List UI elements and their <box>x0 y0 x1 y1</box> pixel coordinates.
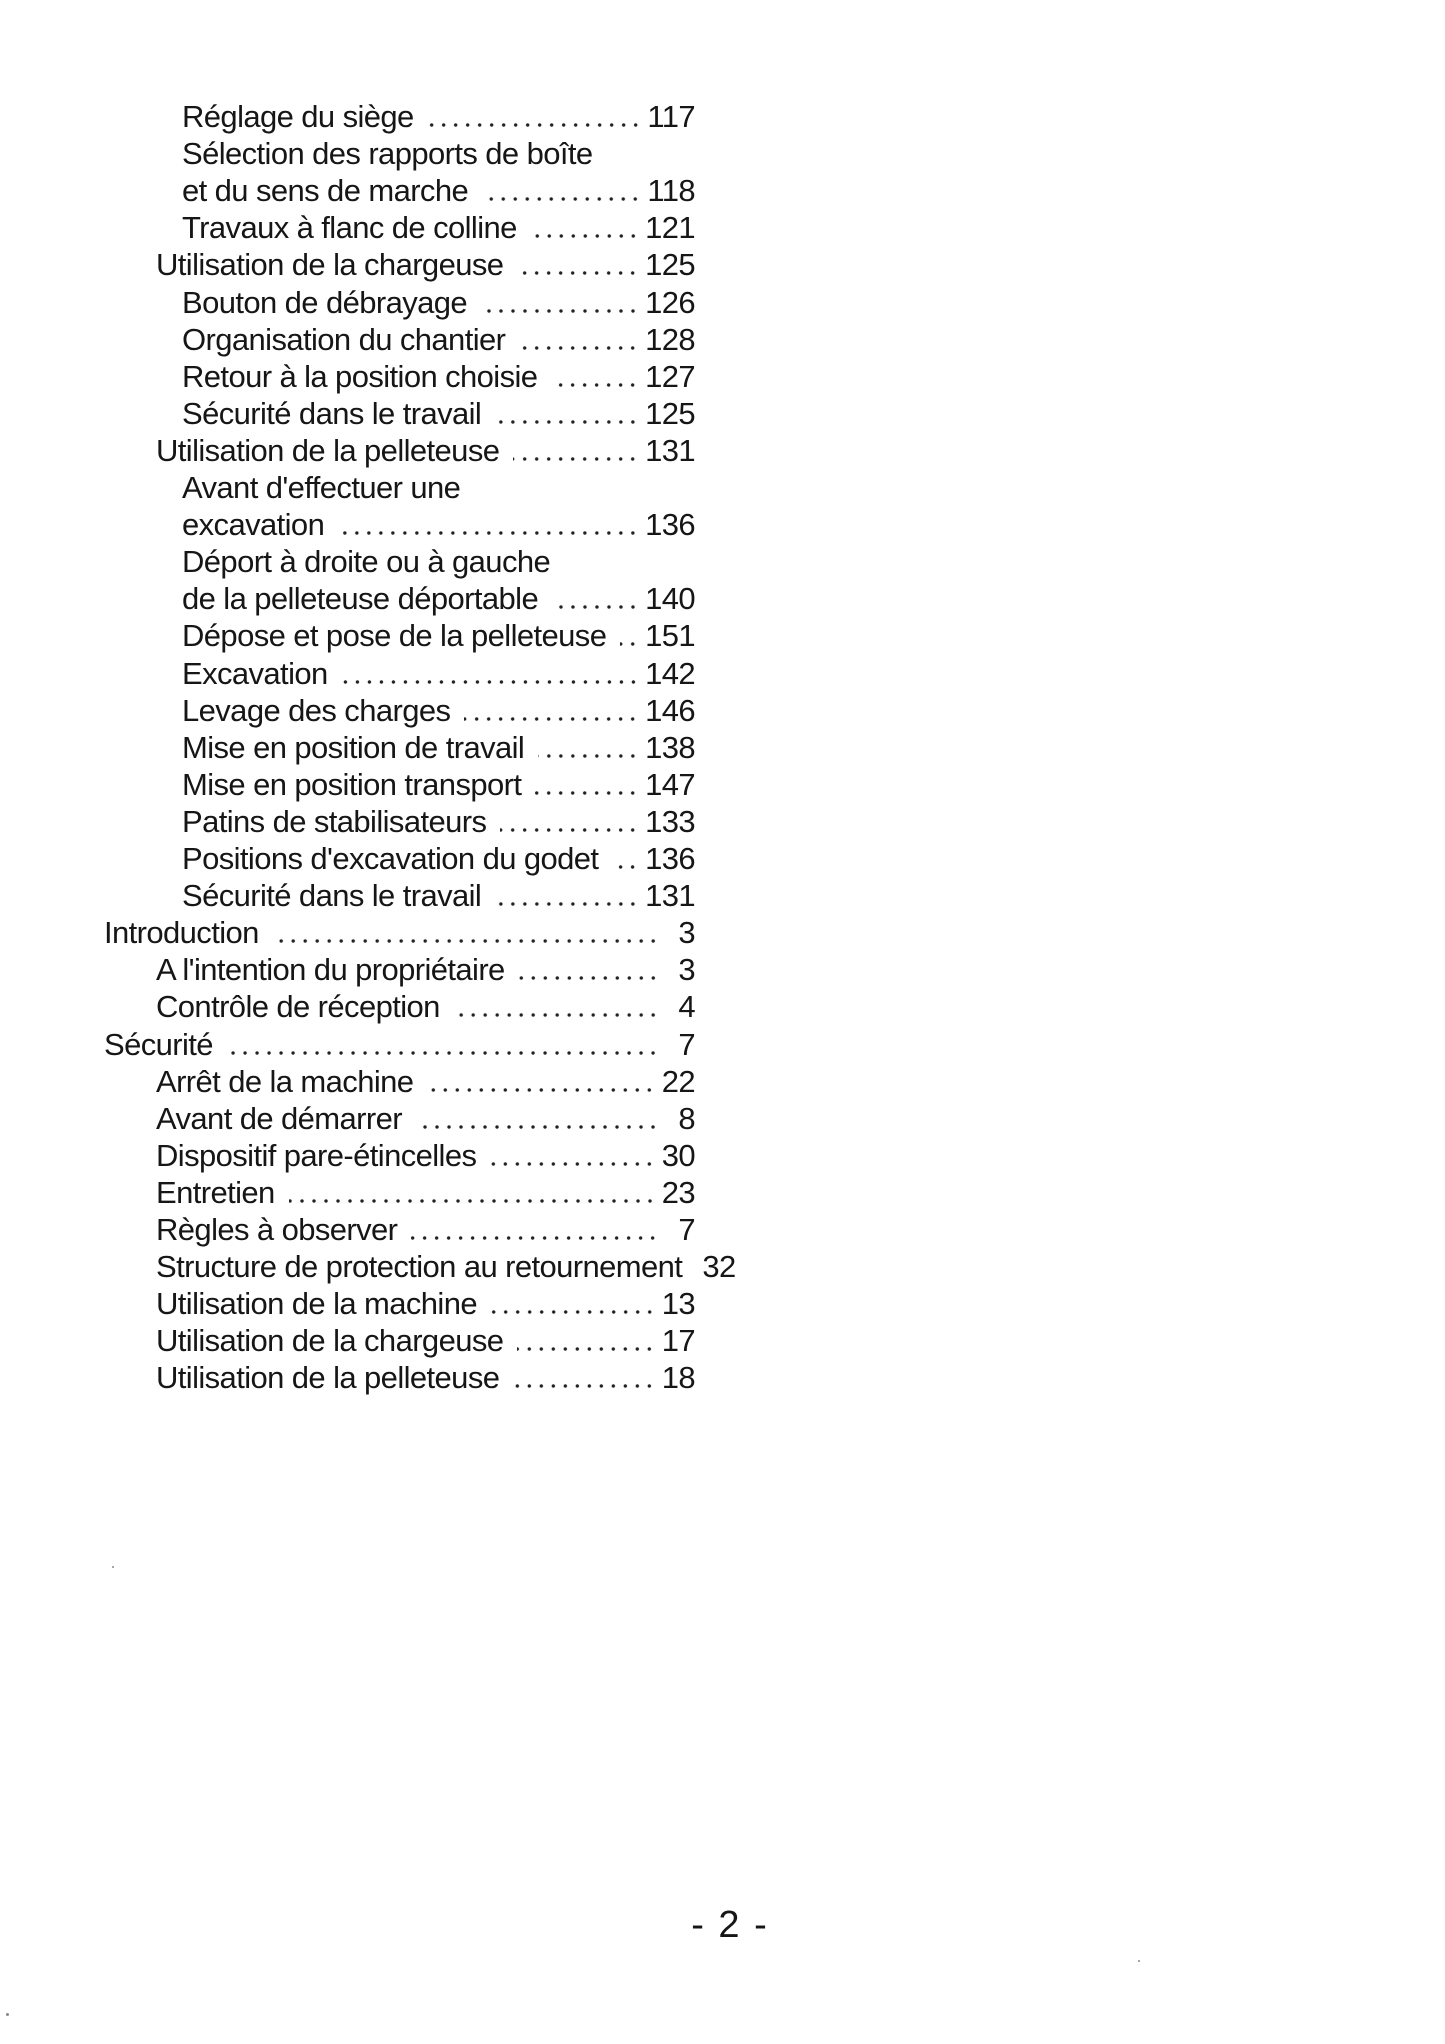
index-entry <box>156 1285 695 1322</box>
index-entry-label: de la pelleteuse déportable <box>182 581 539 617</box>
index-entry <box>156 1174 695 1211</box>
index-entry-label: Utilisation de la chargeuse <box>156 1323 504 1359</box>
index-entry <box>182 135 695 172</box>
index-entry <box>104 914 695 951</box>
index-entry-label: et du sens de marche <box>182 173 469 209</box>
index-entry-label: Contrôle de réception <box>156 989 440 1025</box>
index-entry <box>182 580 695 617</box>
index-entry-label: Déport à droite ou à gauche <box>182 544 551 580</box>
index-entry <box>156 1248 736 1285</box>
dot-leader <box>342 680 639 684</box>
index-entry-page: 142 <box>645 655 695 691</box>
index-entry-label: Dispositif pare-étincelles <box>156 1137 477 1173</box>
index-entry-page: 118 <box>647 173 695 209</box>
index-entry <box>182 172 695 209</box>
index-entry <box>182 803 695 840</box>
index-entry <box>182 655 695 692</box>
dot-leader <box>289 1199 656 1203</box>
index-entry <box>182 840 695 877</box>
index-entry-label: Retour à la position choisie <box>182 358 538 394</box>
index-entry-page: 140 <box>645 581 695 617</box>
index-entry-label: Structure de protection au retournement <box>156 1249 683 1285</box>
index-entry-page: 3 <box>678 915 695 951</box>
index-entry-label: Levage des charges <box>182 692 451 728</box>
index-entry-page: 128 <box>645 321 695 357</box>
index-entry-page: 7 <box>678 1026 695 1062</box>
dot-leader <box>482 197 641 201</box>
index-entry-page: 32 <box>702 1249 736 1285</box>
dot-leader <box>411 1236 659 1240</box>
dot-leader <box>481 309 639 313</box>
index-entry-label: Règles à observer <box>156 1212 398 1247</box>
index-entry <box>182 358 695 395</box>
index-entry <box>182 469 695 506</box>
index-entry-label: Utilisation de la chargeuse <box>156 247 504 283</box>
index-entry-page: 30 <box>661 1137 695 1173</box>
dot-leader <box>620 642 639 646</box>
index-entry <box>182 98 695 135</box>
index-entry-label: Sécurité <box>104 1026 213 1062</box>
index-entry <box>156 988 695 1025</box>
index-entry-label: Bouton de débrayage <box>182 284 468 320</box>
index-entry-page: 125 <box>645 247 695 283</box>
index-entry-label: A l'intention du propriétaire <box>156 952 505 988</box>
dot-leader <box>535 791 639 795</box>
dot-leader <box>490 1162 655 1166</box>
index-entry <box>156 1322 695 1359</box>
index-entry-label: Organisation du chantier <box>182 321 506 357</box>
scan-speck <box>1138 1960 1140 1962</box>
index-entry-page: 151 <box>645 618 695 654</box>
index-entry <box>156 432 695 469</box>
index-entry-page: 22 <box>661 1063 695 1099</box>
scan-speck <box>6 2013 9 2016</box>
dot-leader <box>513 1384 655 1388</box>
index-entry-label: Sélection des rapports de boîte <box>182 136 593 172</box>
index-entry-page: 18 <box>661 1360 695 1396</box>
index-entry-page: 7 <box>678 1212 695 1247</box>
index-entry <box>182 209 695 246</box>
index-entry-label: Mise en position transport <box>182 766 522 802</box>
index-entry <box>182 729 695 766</box>
index-entry <box>182 543 695 580</box>
dot-leader <box>495 902 639 906</box>
index-entry-page: 127 <box>645 358 695 394</box>
index-entry-page: 3 <box>678 952 695 988</box>
index-entry <box>182 284 695 321</box>
dot-leader <box>227 1051 659 1055</box>
index-entry-label: Travaux à flanc de colline <box>182 210 517 246</box>
dot-leader <box>427 1088 655 1092</box>
index-entry <box>156 1211 695 1248</box>
page-number: - 2 - <box>691 1904 769 1946</box>
index-entry-label: Utilisation de la machine <box>156 1286 478 1322</box>
index-entry <box>182 395 695 432</box>
index-entry <box>156 1063 695 1100</box>
dot-leader <box>273 939 659 943</box>
index-entry-page: 131 <box>645 878 695 914</box>
dot-leader <box>338 531 639 535</box>
index-entry <box>156 951 695 988</box>
index-entry-label: Patins de stabilisateurs <box>182 803 487 839</box>
index-entry-page: 146 <box>645 692 695 728</box>
dot-leader <box>531 234 639 238</box>
index-entry-page: 23 <box>661 1174 695 1210</box>
index-entry-page: 121 <box>645 210 695 246</box>
scan-speck <box>112 1566 114 1568</box>
index-entry-label: Dépose et pose de la pelleteuse <box>182 618 607 654</box>
index-entry-page: 133 <box>645 803 695 839</box>
index-entry <box>156 1100 695 1137</box>
index-entry-label: Mise en position de travail <box>182 729 525 765</box>
index-entry <box>182 766 695 803</box>
index-entry-label: Entretien <box>156 1174 275 1210</box>
dot-leader <box>513 457 639 461</box>
dot-leader <box>517 271 639 275</box>
dot-leader <box>552 605 639 609</box>
index-entry-page: 13 <box>661 1286 695 1322</box>
dot-leader <box>519 346 639 350</box>
index-entry-label: Arrêt de la machine <box>156 1063 414 1099</box>
index-entry <box>182 506 695 543</box>
index-entry-label: Réglage du siège <box>182 99 414 134</box>
index-entry-label: Sécurité dans le travail <box>182 395 482 431</box>
index-entry <box>156 246 695 283</box>
dot-leader <box>551 383 639 387</box>
dot-leader <box>454 1013 659 1017</box>
index-entry <box>156 1137 695 1174</box>
index-entry-label: excavation <box>182 507 325 543</box>
index-entry-label: Sécurité dans le travail <box>182 878 482 914</box>
dot-leader <box>428 123 642 127</box>
index-entry-label: Introduction <box>104 915 259 951</box>
index-entry-page: 138 <box>645 729 695 765</box>
index-entry <box>182 617 695 654</box>
index-entry <box>104 1026 695 1063</box>
index-entry-label: Avant d'effectuer une <box>182 470 461 505</box>
index-entry-page: 125 <box>645 395 695 431</box>
index-entry <box>156 1359 695 1396</box>
index-entry-page: 4 <box>678 989 695 1025</box>
dot-leader <box>416 1125 659 1129</box>
index-entry-label: Utilisation de la pelleteuse <box>156 432 500 468</box>
index-entry-page: 117 <box>647 99 695 134</box>
index-entry-page: 8 <box>678 1100 695 1136</box>
dot-leader <box>612 865 639 869</box>
index-entry-page: 126 <box>645 284 695 320</box>
index-entry-page: 147 <box>645 766 695 802</box>
index-entry <box>182 877 695 914</box>
dot-leader <box>517 1347 655 1351</box>
dot-leader <box>464 717 639 721</box>
dot-leader <box>519 976 659 980</box>
index-entry-label: Positions d'excavation du godet <box>182 841 599 876</box>
index-entry-page: 17 <box>661 1323 695 1359</box>
index-entry-label: Excavation <box>182 655 328 691</box>
index-entry-page: 136 <box>645 507 695 543</box>
dot-leader <box>500 828 639 832</box>
index-entry <box>182 692 695 729</box>
dot-leader <box>495 420 639 424</box>
index-entry-page: 131 <box>645 432 695 468</box>
index-entry <box>182 321 695 358</box>
dot-leader <box>491 1310 656 1314</box>
index-entry-page: 136 <box>645 841 695 876</box>
dot-leader <box>538 754 639 758</box>
index-entry-label: Avant de démarrer <box>156 1100 402 1136</box>
index-entry-label: Utilisation de la pelleteuse <box>156 1360 500 1396</box>
